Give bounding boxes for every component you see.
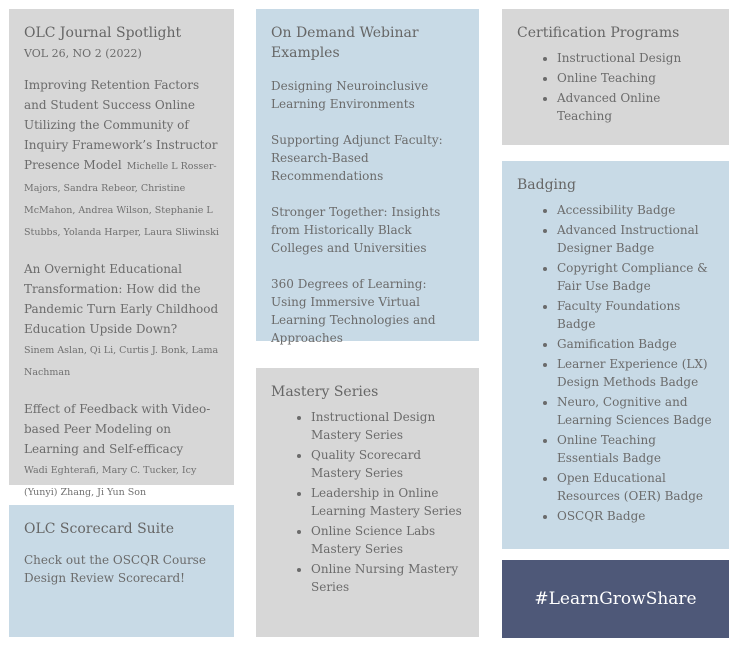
badge-item[interactable]: • Open Educational Resources (OER) Badge [557,469,714,505]
article-authors: Michelle L Rosser-Majors, Sandra Rebeor, Christine McMahon, Andrea Wilson, Stephanie L Stubbs, Yolanda Harper, Laura Sliwinski [24,161,219,238]
webinar-link[interactable]: Designing Neuroinclusive Learning Environments [271,79,429,111]
certification-item[interactable]: • Advanced Online Teaching [557,89,714,125]
badge-item[interactable]: • Copyright Compliance & Fair Use Badge [557,259,714,295]
badging-list [517,201,714,525]
webinar-card [256,9,479,345]
certification-title: Certification Programs [517,25,680,41]
badging-title: Badging [517,177,577,193]
journal-spotlight-title: OLC Journal Spotlight [24,25,182,41]
mastery-series-item[interactable]: • Instructional Design Mastery Series [311,408,464,444]
article-link[interactable]: Effect of Feedback with Video-based Peer Modeling on Learning and Self-efficacy [24,402,211,456]
certification-card [502,9,729,145]
mastery-series-card [256,368,479,637]
article-item [24,398,219,502]
mastery-series-list [271,408,464,596]
badge-item[interactable]: • Neuro, Cognitive and Learning Sciences Badge [557,393,714,429]
mastery-series-item[interactable]: • Quality Scorecard Mastery Series [311,446,464,482]
badge-item[interactable]: • Online Teaching Essentials Badge [557,431,714,467]
journal-spotlight-card [9,9,234,498]
mastery-series-item[interactable]: • Leadership in Online Learning Mastery Series [311,484,464,520]
scorecard-suite-title: OLC Scorecard Suite [24,521,175,537]
webinar-title: On Demand Webinar Examples [271,25,419,61]
scorecard-link[interactable]: Check out the OSCQR Course Design Review Scorecard! [24,553,206,585]
mastery-series-item[interactable]: • Online Nursing Mastery Series [311,560,464,596]
article-item [24,74,219,242]
webinar-link[interactable]: Supporting Adjunct Faculty: Research-Based Recommendations [271,133,443,183]
article-link[interactable]: Improving Retention Factors and Student Success Online Utilizing the Community of Inquiry Framework’s Instructor Presence Model [24,78,218,172]
hashtag-text: #LearnGrowShare [534,589,697,609]
certification-item[interactable]: • Instructional Design [557,49,714,67]
scorecard-suite-card [9,505,234,637]
certification-list [517,49,714,125]
article-item [24,258,219,382]
webinar-link[interactable]: 360 Degrees of Learning: Using Immersive Virtual Learning Technologies and Approaches [271,277,436,345]
mastery-series-title: Mastery Series [271,384,379,400]
article-authors: Wadi Eghterafi, Mary C. Tucker, Icy (Yunyi) Zhang, Ji Yun Son [24,465,197,498]
badge-item[interactable]: • OSCQR Badge [557,507,714,525]
badge-item[interactable]: • Advanced Instructional Designer Badge [557,221,714,257]
badge-item[interactable]: • Learner Experience (LX) Design Methods Badge [557,355,714,391]
badge-item[interactable]: • Faculty Foundations Badge [557,297,714,333]
hashtag-banner [502,560,729,638]
article-link[interactable]: An Overnight Educational Transformation: How did the Pandemic Turn Early Childhood Education Upside Down? [24,262,219,336]
journal-volume: VOL 26, NO 2 (2022) [24,47,142,60]
badge-item[interactable]: • Accessibility Badge [557,201,714,219]
article-authors: Sinem Aslan, Qi Li, Curtis J. Bonk, Lama Nachman [24,345,219,378]
badge-item[interactable]: • Gamification Badge [557,335,714,353]
badging-card [502,161,729,549]
mastery-series-item[interactable]: • Online Science Labs Mastery Series [311,522,464,558]
webinar-link[interactable]: Stronger Together: Insights from Historically Black Colleges and Universities [271,205,441,255]
certification-item[interactable]: • Online Teaching [557,69,714,87]
